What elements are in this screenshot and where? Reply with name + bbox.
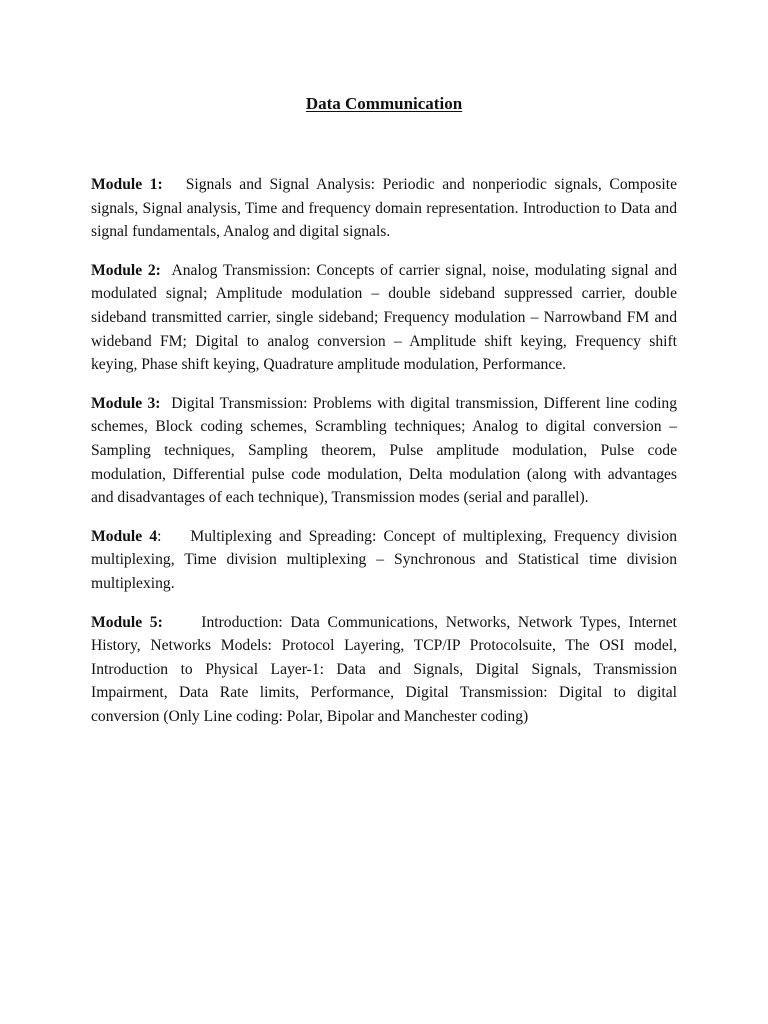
module-1-text: Signals and Signal Analysis: Periodic and nonperiodic signals, Composite signals, Signal analysis, Time and frequency domain representation. Introduction to Data and signal fundamentals, Analog and digital signals. bbox=[91, 176, 677, 241]
module-4-label: Module 4 bbox=[91, 527, 158, 545]
module-1-separator bbox=[163, 176, 186, 193]
module-2-separator bbox=[161, 262, 172, 279]
module-3-text: Digital Transmission: Problems with digital transmission, Different line coding schemes, Block coding schemes, Scrambling techniques; Analog to digital conversion – Sampling techniques, Sampling theorem, Pulse amplitude modulation, Pulse code modulation, Differential pulse code modulation, Delta modulation (along with advantages and disadvantages of each technique), Transmission modes (serial and parallel). bbox=[91, 394, 677, 507]
module-5-label: Module 5: bbox=[91, 613, 163, 631]
module-1-label: Module 1: bbox=[91, 176, 163, 193]
module-list bbox=[91, 173, 677, 743]
module-2-paragraph bbox=[91, 259, 677, 377]
module-5-text: Introduction: Data Communications, Networks, Network Types, Internet History, Networks Models: Protocol Layering, TCP/IP Protocolsuite, The OSI model, Introduction to Physical Layer-1: Data and Signals, Digital Signals, Transmission Impairment, Data Rate limits, Performance, Digital Transmission: Digital to digital conversion (Only Line coding: Polar, Bipolar and Manchester coding) bbox=[91, 613, 677, 725]
module-3-label: Module 3: bbox=[91, 394, 161, 412]
module-5-paragraph bbox=[91, 611, 677, 729]
module-3-paragraph bbox=[91, 392, 677, 510]
module-4-paragraph bbox=[91, 525, 677, 596]
page-title: Data Communication bbox=[305, 94, 463, 113]
module-5-separator bbox=[163, 614, 201, 631]
module-1-paragraph bbox=[91, 173, 677, 244]
module-4-separator: : bbox=[157, 527, 191, 545]
module-3-separator bbox=[160, 395, 171, 412]
module-2-text: Analog Transmission: Concepts of carrier signal, noise, modulating signal and modulated signal; Amplitude modulation – double sideband suppressed carrier, double sideband transmitted carrier, single sideband; Frequency modulation – Narrowband FM and wideband FM; Digital to analog conversion – Amplitude shift keying, Frequency shift keying, Phase shift keying, Quadrature amplitude modulation, Performance. bbox=[91, 261, 677, 374]
module-2-label: Module 2: bbox=[91, 261, 161, 279]
module-4-text: Multiplexing and Spreading: Concept of multiplexing, Frequency division multiplexing, Time division multiplexing – Synchronous and Statistical time division multiplexing. bbox=[91, 527, 677, 592]
